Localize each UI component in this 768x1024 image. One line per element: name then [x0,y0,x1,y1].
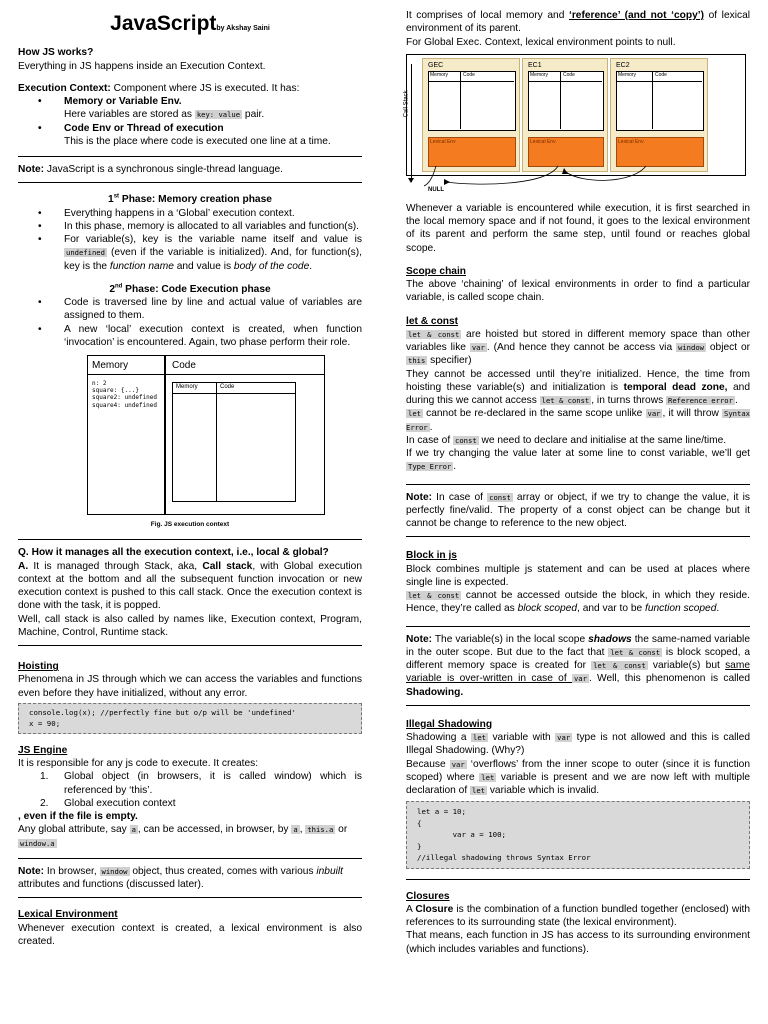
how-works-text: Everything in JS happens inside an Execution Context. [18,60,266,72]
exec-context-para: Execution Context: Component where JS is executed. It has: [18,82,300,94]
phase1-bullet-1: • Everything happens in a ‘Global’ execution context. [18,207,362,220]
figure-caption: Fig. JS execution context [150,521,230,529]
phase1-bullet-2: • In this phase, memory is allocated to all variables and function(s). [18,220,362,233]
closures-text-1: A Closure is the combination of a function bundled together (enclosed) with references to its surrounding state (the lexical environment). [406,903,750,929]
let-const-heading: let & const [406,315,459,327]
block-text-1: Block combines multiple js statement and can be used at places where single line is expected. [406,563,750,588]
question-text: Q. How it manages all the execution context, i.e., local & global? [18,547,329,559]
let-const-para-5: If we try changing the value later at some line to const variable, we’ll get Type Error . [406,448,750,473]
phase2-bullet-1: • Code is traversed line by line and actual value of variables are assigned to them. [18,296,362,323]
lexical-reference-arrows [403,54,750,198]
bullet-code-text: This is the place where code is executed one line at a time. [64,135,331,147]
doc-title [18,10,362,37]
engine-item-2: 2. Global execution context [40,797,176,809]
engine-item-1: 1. Global object (in browsers, it is called window) which is referenced by ‘this’. [40,771,362,796]
context-box-gec: GEC Memory Code Lexical Env [422,58,520,172]
illegal-shadowing-text-1: Shadowing a let variable with var type is not allowed and this is called Illegal Shadowing. (Why?) [406,732,750,757]
lexical-text: Whenever execution context is created, a lexical environment is also created. [18,922,362,947]
note-shadowing: Note: The variable(s) in the local scope shadows the same-named variable in the outer scope. But due to the fact that let & const is block scoped, a different memory space is created for let & const variable(s) but same variable is over-written in case of var . Well, this phenomenon is called Shadowing. [406,633,750,698]
context-box-ec2: EC2 Memory Code Lexical Env [610,58,708,172]
engine-global-attr: Any global attribute, say a , can be accessed, in browser, by a , this.a or window.a [18,824,348,848]
context-box-ec1: EC1 Memory Code Lexical Env [522,58,608,172]
note-const-object: Note: In case of const array or object, if we try to change the value, it is perfectly fine/valid. The property of a const object can be change but it cannot be change to reference to the new object. [406,491,750,529]
scope-chain-heading: Scope chain [406,265,467,277]
phase1-bullet-3: • For variable(s), key is the variable name itself and value is undefined (even if the variable is initialized). And, for function(s), key is the function name and value is body of the code. [18,233,362,273]
figure-inner-context: Memory Code [172,382,296,502]
title-author: by Akshay Saini [216,25,270,32]
block-heading: Block in js [406,550,457,562]
how-works-heading: How JS works? [18,47,94,59]
engine-text: It is responsible for any js code to execute. It creates: [18,758,259,770]
illegal-shadowing-code: let a = 10; { var a = 100; } //illegal shadowing throws Syntax Error [406,801,750,868]
phase2-bullet-2: • A new ‘local’ execution context is created, when function ‘invocation’ is encountered. Again, two phase perform their role. [18,323,362,350]
engine-heading: JS Engine [18,744,68,756]
hoisting-heading: Hoisting [18,661,59,673]
lexical-continued: It comprises of local memory and ‘reference’ (and not ‘copy’) of lexical environment of its parent. [406,10,750,35]
answer-text: A. It is managed through Stack, aka, Call stack, with Global execution context at the bottom and all the subsequent function invocation or new execution context is pushed to this call stack. Once the execution context is done with the task, it is popped. [18,560,362,612]
scope-search-text: Whenever a variable is encountered while execution, it is first searched in the local memory space and if not found, it goes to the lexical environment of its parent and perform the same step, until found or reaches global scope. [406,202,750,254]
note-sync: Note: JavaScript is a synchronous single-thread language. [18,164,284,176]
phase1-heading: 1st Phase: Memory creation phase [108,193,272,206]
bullet-code-env: • Code Env or Thread of execution [18,122,362,135]
call-stack-label: Call Stack [403,90,410,118]
engine-empty-note: , even if the file is empty. [18,811,138,823]
bullet-memory-text: Here variables are stored as key: value pair. [64,109,265,121]
closures-heading: Closures [406,890,450,902]
note-window: Note: In browser, window object, thus created, comes with various inbuilt attributes and functions (discussed later). [18,865,343,891]
illegal-shadowing-text-2: Because var ‘overflows’ from the inner scope to outer (since it is function scoped) where let variable is present and we are now left with multiple declaration of let variable which is invalid. [406,758,751,796]
answer-text-2: Well, call stack is also called by names like, Execution context, Program, Machine, Control, Runtime stack. [18,613,362,638]
closures-text-2: That means, each function in JS has access to its surrounding environment (which includes variables and functions). [406,930,750,955]
lexical-global-null: For Global Exec. Context, lexical environment points to null. [406,36,676,48]
phase2-heading: 2nd Phase: Code Execution phase [109,283,271,295]
figure-code-label: Code [172,360,196,372]
hoisting-code: console.log(x); //perfectly fine but o/p will be 'undefined' x = 90; [18,703,362,734]
illegal-shadowing-heading: Illegal Shadowing [406,718,493,730]
call-stack-diagram [403,54,750,198]
block-text-2: let & const cannot be accessed outside the block, in which they reside. Hence, they’re called as block scoped, and var to be function scoped. [406,590,750,615]
let-const-para-2: They cannot be accessed until they’re initialized. Hence, the time from hoisting these variable(s) and initialization is temporal dead zone, and during this we cannot access let & const , in turns throws Reference error . [406,368,751,406]
let-const-para-4: In case of const we need to declare and initialise at the same line/time. [406,434,727,446]
scope-chain-text: The above ‘chaining’ of lexical environments in order to find a particular variable, is called scope chain. [406,279,750,304]
bullet-memory-env: • Memory or Variable Env. [18,95,362,108]
exec-context-figure [87,355,325,515]
left-column [18,0,362,948]
figure-memory-list: n: 2 square: {...} square2: undefined square4: undefined [92,380,158,409]
right-column [403,0,751,956]
let-const-para-3: let cannot be re-declared in the same scope unlike var , it will throw Syntax Error . [406,408,750,433]
let-const-para-1: let & const are hoisted but stored in different memory space than other variables like var . (And hence they cannot be access via window object or this specifier) [406,328,751,367]
null-label: NULL [428,186,444,193]
lexical-heading: Lexical Environment [18,909,118,921]
title-main: JavaScript [110,12,217,35]
hoisting-text: Phenomena in JS through which we can access the variables and functions even before they have initialized, without any error. [18,674,362,699]
figure-memory-label: Memory [92,360,129,372]
